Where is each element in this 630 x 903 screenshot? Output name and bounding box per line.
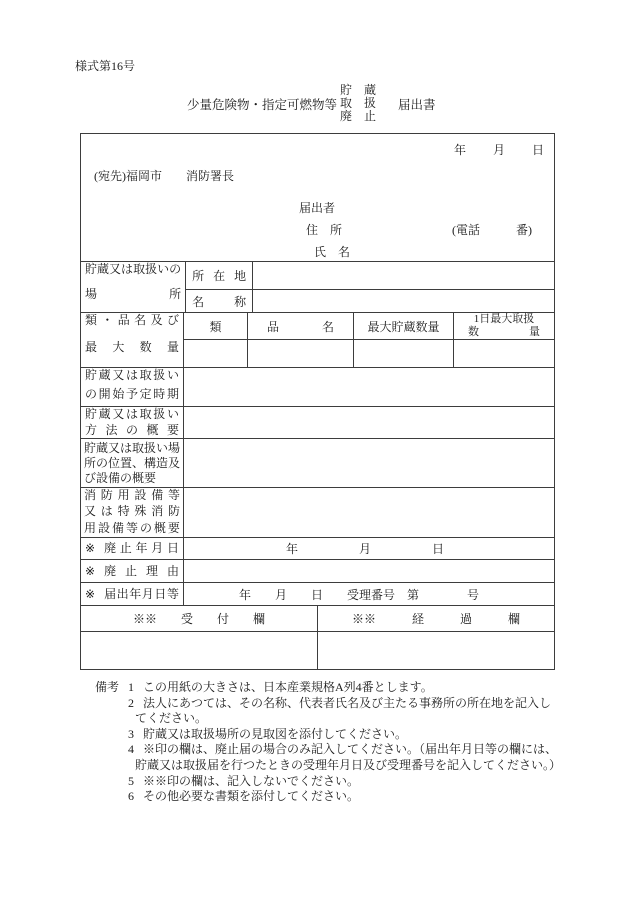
remark-text: その他必要な書類を添付してください。 bbox=[143, 789, 360, 804]
col-header-product bbox=[248, 313, 354, 339]
remarks-section bbox=[95, 680, 561, 805]
method-label bbox=[81, 407, 184, 438]
fire-equipment-label-line2: 又 は 特 殊 消 防 bbox=[84, 504, 180, 519]
abolition-date-year: 年 bbox=[286, 542, 299, 556]
title-suffix: 届出書 bbox=[398, 97, 436, 112]
header-date-line bbox=[454, 141, 544, 158]
classification-label-line2: 最 大 数 量 bbox=[85, 340, 179, 354]
title-option-handling: 取 扱 bbox=[340, 96, 377, 110]
structure-label-line3: び設備の概要 bbox=[84, 470, 157, 485]
remark-text: 法人にあつては、その名称、代表者氏名及び主たる事務所の所在地を記入し bbox=[143, 695, 552, 710]
start-time-value-cell bbox=[184, 368, 554, 406]
abolition-reason-value-cell bbox=[184, 560, 554, 582]
fire-equipment-label bbox=[81, 488, 184, 537]
name-label-cell bbox=[186, 290, 253, 312]
remark-item bbox=[128, 680, 561, 696]
title-option-abolition: 廃 止 bbox=[340, 109, 377, 123]
col-header-daily-max bbox=[454, 313, 554, 339]
col-header-daily-line1: 1日最大取扱 bbox=[473, 313, 535, 325]
reference-mark: ※ bbox=[85, 563, 96, 578]
title-option-storage: 貯 蔵 bbox=[340, 83, 377, 97]
remark-number: 5 bbox=[128, 773, 135, 788]
site-label-cell bbox=[186, 262, 253, 289]
progress-column-header: ※※ 経 過 欄 bbox=[351, 612, 520, 626]
col-header-max-storage: 最大貯蔵数量 bbox=[354, 313, 454, 339]
header-date-year: 年 bbox=[454, 143, 467, 157]
start-time-label bbox=[81, 368, 184, 406]
classification-label bbox=[81, 313, 184, 367]
remark-item bbox=[128, 774, 561, 790]
location-subtable bbox=[186, 262, 554, 312]
abolition-date-month: 月 bbox=[359, 542, 372, 556]
notification-date-value-cell: 年 月 日 受理番号 第 号 bbox=[239, 587, 480, 602]
classification-label-line1: 類 ・ 品 名 及 び bbox=[85, 313, 179, 327]
name-row bbox=[186, 290, 554, 312]
row-location bbox=[81, 262, 554, 313]
row-reception-progress-header bbox=[81, 606, 554, 632]
col-header-product-text: 品 名 bbox=[267, 319, 334, 334]
structure-label bbox=[81, 439, 184, 487]
abolition-date-label-text: 廃 止 年 月 日 bbox=[104, 541, 179, 555]
header-date-month: 月 bbox=[493, 143, 506, 157]
site-row bbox=[186, 262, 554, 290]
classification-header-row bbox=[184, 313, 554, 340]
abolition-date-value-cell bbox=[184, 538, 554, 559]
addressee: (宛先)福岡市 消防署長 bbox=[94, 169, 234, 183]
row-reception-progress-body bbox=[81, 632, 554, 669]
remark-number: 2 bbox=[128, 695, 135, 710]
name-label: 氏 名 bbox=[314, 245, 351, 259]
title-prefix: 少量危険物・指定可燃物等 bbox=[187, 97, 338, 112]
reference-mark: ※ bbox=[85, 586, 96, 601]
notification-date-label bbox=[81, 583, 184, 605]
row-abolition-reason bbox=[81, 560, 554, 583]
remark-text: この用紙の大きさは、日本産業規格A列4番とします。 bbox=[143, 680, 433, 694]
reception-value-cell bbox=[81, 632, 318, 669]
form-number: 様式第16号 bbox=[75, 59, 136, 73]
col-header-daily-line2: 数 量 bbox=[468, 325, 540, 338]
form-title bbox=[187, 84, 436, 123]
progress-value-cell bbox=[318, 632, 554, 669]
notification-date-label-text: 届 出 年 月 日 等 bbox=[104, 586, 179, 601]
remarks-label: 備考 bbox=[95, 680, 120, 694]
reception-column-header: ※※ 受 付 欄 bbox=[81, 606, 318, 631]
form-table bbox=[80, 133, 555, 670]
header-section bbox=[81, 134, 554, 262]
name-value-cell bbox=[253, 290, 554, 312]
remark-number: 4 bbox=[128, 742, 135, 757]
site-value-cell bbox=[253, 262, 554, 289]
max-storage-value-cell bbox=[354, 340, 454, 367]
remark-text: てください。 bbox=[135, 711, 208, 726]
reference-mark: ※ bbox=[85, 541, 96, 555]
site-label: 所 在 地 bbox=[192, 269, 247, 283]
class-value-cell bbox=[184, 340, 248, 367]
fire-equipment-label-line3: 用 設 備 等 の 概 要 bbox=[84, 520, 180, 535]
address-label: 住 所 bbox=[306, 223, 343, 237]
remark-text: 貯蔵又は取扱届を行つたときの受理年月日及び受理番号を記入してください。） bbox=[135, 757, 562, 772]
remark-text: ※※印の欄は、記入しないでください。 bbox=[143, 773, 360, 788]
location-label-line2: 場 所 bbox=[85, 287, 182, 301]
product-value-cell bbox=[248, 340, 354, 367]
daily-max-value-cell bbox=[454, 340, 554, 367]
name-label: 名 称 bbox=[192, 294, 247, 309]
remark-number: 1 bbox=[128, 680, 135, 694]
structure-value-cell bbox=[184, 439, 554, 487]
method-label-line2: 方 法 の 概 要 bbox=[85, 422, 179, 437]
location-label bbox=[81, 262, 186, 312]
fire-equipment-label-line1: 消 防 用 設 備 等 bbox=[84, 488, 180, 502]
method-value-cell bbox=[184, 407, 554, 438]
phone-label: (電話 番) bbox=[452, 223, 532, 237]
remark-item bbox=[128, 727, 561, 743]
location-label-line1: 貯 蔵 又 は 取 扱 い の bbox=[85, 262, 182, 276]
remark-text: ※印の欄は、廃止届の場合のみ記入してください。（届出年月日等の欄には、 bbox=[143, 742, 558, 757]
row-fire-equipment bbox=[81, 488, 554, 538]
title-options bbox=[340, 84, 376, 123]
declarant-label: 届出者 bbox=[299, 201, 336, 215]
remark-item bbox=[128, 742, 561, 773]
method-label-line1: 貯 蔵 又 は 取 扱 い bbox=[85, 407, 179, 421]
remark-number: 3 bbox=[128, 726, 135, 741]
abolition-date-label bbox=[81, 538, 184, 559]
abolition-date-day: 日 bbox=[432, 542, 445, 556]
header-date-day: 日 bbox=[532, 143, 545, 157]
abolition-reason-label-text: 廃 止 理 由 bbox=[104, 563, 179, 578]
row-notification-date bbox=[81, 583, 554, 606]
col-header-class: 類 bbox=[184, 313, 248, 339]
row-abolition-date bbox=[81, 538, 554, 560]
remark-item bbox=[128, 789, 561, 805]
row-structure bbox=[81, 439, 554, 488]
structure-label-line2: 所の位置、構造及 bbox=[84, 455, 181, 470]
fire-equipment-value-cell bbox=[184, 488, 554, 537]
classification-value-row bbox=[184, 340, 554, 367]
classification-subtable bbox=[184, 313, 554, 367]
start-time-label-line2: の 開 始 予 定 時 期 bbox=[85, 387, 179, 401]
remark-item bbox=[128, 696, 561, 727]
row-classification bbox=[81, 313, 554, 368]
remark-text: 貯蔵又は取扱場所の見取図を添付してください。 bbox=[143, 726, 408, 741]
remarks-list bbox=[128, 680, 561, 805]
remark-number: 6 bbox=[128, 789, 135, 804]
structure-label-line1: 貯蔵又は取扱い場 bbox=[84, 440, 181, 455]
row-start-time bbox=[81, 368, 554, 407]
abolition-reason-label bbox=[81, 560, 184, 582]
start-time-label-line1: 貯 蔵 又 は 取 扱 い bbox=[85, 368, 179, 382]
row-method bbox=[81, 407, 554, 439]
